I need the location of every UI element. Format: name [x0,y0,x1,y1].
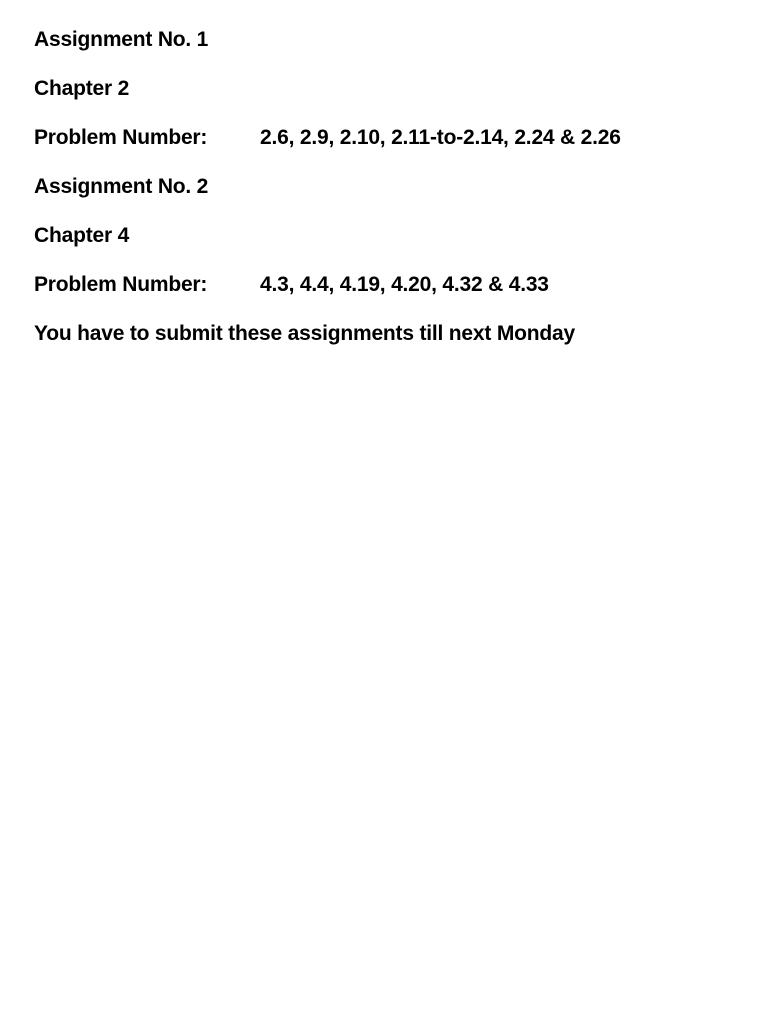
submission-note: You have to submit these assignments till next Monday [34,322,575,345]
assignment-1-heading: Assignment No. 1 [34,28,209,51]
assignment-2-chapter: Chapter 4 [34,224,130,247]
assignment-2-problem-list: 4.3, 4.4, 4.19, 4.20, 4.32 & 4.33 [260,273,549,296]
assignment-1-problems-row [34,124,754,152]
assignment-1-chapter: Chapter 2 [34,77,130,100]
assignment-2-heading: Assignment No. 2 [34,175,209,198]
assignment-1-problem-list: 2.6, 2.9, 2.10, 2.11-to-2.14, 2.24 & 2.26 [260,126,621,149]
assignment-2-problems-row [34,271,754,299]
document-body [34,26,754,369]
assignment-2-problem-label: Problem Number: [34,273,208,296]
assignment-1-problem-label: Problem Number: [34,126,208,149]
